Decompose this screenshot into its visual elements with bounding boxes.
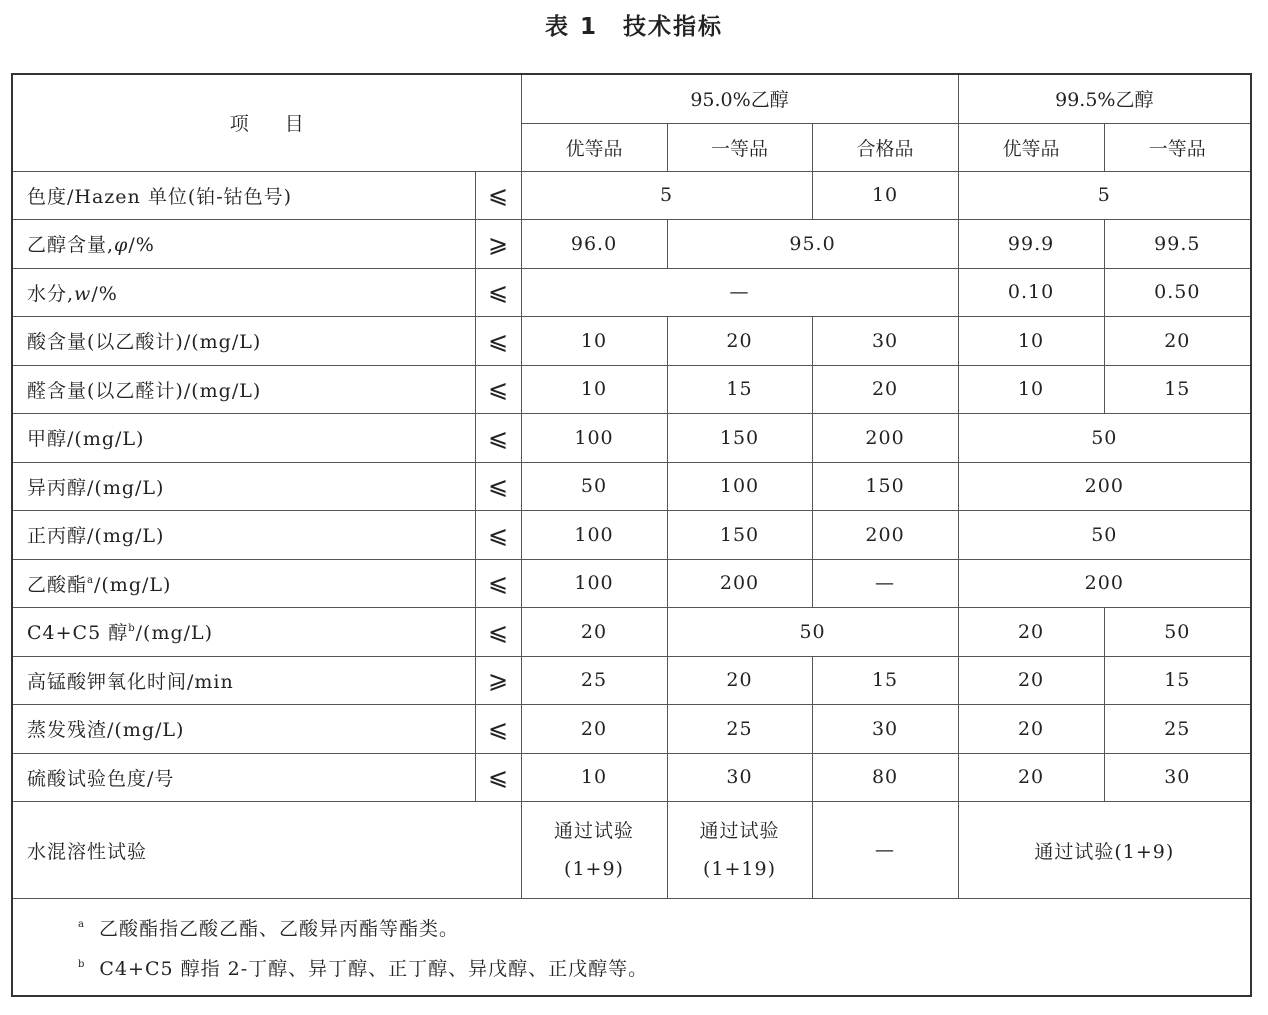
cell-value: 30 — [812, 317, 958, 366]
cell-value: 200 — [812, 511, 958, 560]
cell-value: 150 — [667, 414, 812, 463]
footnote-text: 乙酸酯指乙酸乙酯、乙酸异丙酯等酯类。 — [98, 918, 459, 940]
comparison-symbol: ⩽ — [475, 171, 521, 220]
cell-value: 80 — [812, 753, 958, 802]
cell-value: 50 — [1104, 608, 1250, 657]
comparison-symbol: ⩽ — [475, 559, 521, 608]
row-label: 蒸发残渣/(mg/L) — [13, 705, 475, 754]
row-label: 硫酸试验色度/号 — [13, 753, 475, 802]
cell-value: 20 — [521, 608, 667, 657]
cell-value: 200 — [812, 414, 958, 463]
cell-value — [521, 802, 667, 899]
cell-value: 10 — [958, 365, 1104, 414]
cell-value: 10 — [521, 365, 667, 414]
cell-value: 200 — [958, 559, 1250, 608]
table-row — [13, 656, 1250, 705]
row-label: 正丙醇/(mg/L) — [13, 511, 475, 560]
cell-line: 通过试验 — [699, 820, 780, 842]
header-group-95: 95.0%乙醇 — [521, 75, 958, 123]
cell-value: 5 — [521, 171, 812, 220]
table-row — [13, 268, 1250, 317]
grade-95-qualified: 合格品 — [812, 123, 958, 171]
comparison-symbol: ⩽ — [475, 753, 521, 802]
cell-value: 20 — [812, 365, 958, 414]
cell-value: 99.5 — [1104, 220, 1250, 269]
cell-value: — — [521, 268, 958, 317]
table-row — [13, 414, 1250, 463]
row-label-name: C4+C5 醇 — [27, 622, 129, 645]
table-row — [13, 802, 1250, 899]
cell-value: 10 — [521, 753, 667, 802]
cell-value: 100 — [521, 511, 667, 560]
grade-995-premium: 优等品 — [958, 123, 1104, 171]
cell-value: 50 — [521, 462, 667, 511]
row-label: 色度/Hazen 单位(铂-钴色号) — [13, 171, 475, 220]
cell-value: 99.9 — [958, 220, 1104, 269]
row-label: 水混溶性试验 — [13, 802, 521, 899]
table-row — [13, 753, 1250, 802]
cell-value: — — [812, 802, 958, 899]
cell-value: 200 — [958, 462, 1250, 511]
row-label: 甲醇/(mg/L) — [13, 414, 475, 463]
row-label — [13, 608, 475, 657]
cell-value: 10 — [958, 317, 1104, 366]
cell-value: 15 — [1104, 656, 1250, 705]
header-row — [13, 75, 1250, 123]
footnote-ref: b — [128, 623, 136, 635]
table-title: 表 1 技术指标 — [544, 14, 723, 40]
row-label: 异丙醇/(mg/L) — [13, 462, 475, 511]
table-row — [13, 171, 1250, 220]
cell-value: 20 — [521, 705, 667, 754]
comparison-symbol: ⩾ — [475, 656, 521, 705]
table-row — [13, 511, 1250, 560]
cell-line: (1+19) — [703, 858, 777, 880]
cell-value: 30 — [667, 753, 812, 802]
cell-value: 15 — [812, 656, 958, 705]
comparison-symbol: ⩽ — [475, 705, 521, 754]
cell-value: 96.0 — [521, 220, 667, 269]
table-row — [13, 462, 1250, 511]
cell-value: 20 — [958, 656, 1104, 705]
table-row — [13, 705, 1250, 754]
cell-line: (1+9) — [564, 858, 624, 880]
cell-value: 25 — [521, 656, 667, 705]
cell-value: 15 — [667, 365, 812, 414]
row-label: 醛含量(以乙醛计)/(mg/L) — [13, 365, 475, 414]
cell-value: 100 — [667, 462, 812, 511]
cell-value: 20 — [1104, 317, 1250, 366]
cell-value: 5 — [958, 171, 1250, 220]
cell-value: 0.10 — [958, 268, 1104, 317]
cell-value: 50 — [958, 511, 1250, 560]
comparison-symbol: ⩽ — [475, 268, 521, 317]
header-group-995: 99.5%乙醇 — [958, 75, 1250, 123]
cell-value: 100 — [521, 559, 667, 608]
footnote-mark: a — [78, 919, 85, 930]
cell-value: 50 — [667, 608, 958, 657]
cell-value: 0.50 — [1104, 268, 1250, 317]
cell-value: 95.0 — [667, 220, 958, 269]
cell-value — [667, 802, 812, 899]
comparison-symbol: ⩽ — [475, 511, 521, 560]
grade-95-premium: 优等品 — [521, 123, 667, 171]
grade-95-first: 一等品 — [667, 123, 812, 171]
row-label: 水分,w/% — [13, 268, 475, 317]
row-label: 乙醇含量,φ/% — [13, 220, 475, 269]
table-footnotes — [78, 910, 1238, 990]
row-label: 高锰酸钾氧化时间/min — [13, 656, 475, 705]
footnote-mark: b — [78, 959, 86, 970]
footnote-ref: a — [87, 574, 94, 586]
cell-value: 100 — [521, 414, 667, 463]
table-row — [13, 559, 1250, 608]
cell-value: 20 — [667, 317, 812, 366]
cell-value: 20 — [958, 753, 1104, 802]
footnote-b — [78, 950, 1238, 990]
row-label-unit: /(mg/L) — [135, 622, 214, 645]
cell-value: 150 — [667, 511, 812, 560]
cell-value: 200 — [667, 559, 812, 608]
cell-value: 15 — [1104, 365, 1250, 414]
cell-value: 通过试验(1+9) — [958, 802, 1250, 899]
cell-value: 20 — [958, 705, 1104, 754]
footnote-text: C4+C5 醇指 2-丁醇、异丁醇、正丁醇、异戊醇、正戊醇等。 — [99, 958, 649, 980]
technical-indicators-table — [13, 75, 1250, 899]
comparison-symbol: ⩾ — [475, 220, 521, 269]
cell-value: 50 — [958, 414, 1250, 463]
row-label-name: 乙酸酯 — [27, 573, 88, 596]
comparison-symbol: ⩽ — [475, 317, 521, 366]
table-row — [13, 317, 1250, 366]
comparison-symbol: ⩽ — [475, 365, 521, 414]
cell-value: 20 — [958, 608, 1104, 657]
cell-value: 10 — [812, 171, 958, 220]
row-label — [13, 559, 475, 608]
cell-value: 25 — [1104, 705, 1250, 754]
cell-value: 30 — [812, 705, 958, 754]
row-label: 酸含量(以乙酸计)/(mg/L) — [13, 317, 475, 366]
table-row — [13, 608, 1250, 657]
cell-value: 150 — [812, 462, 958, 511]
header-item: 项目 — [13, 75, 521, 171]
cell-value: 30 — [1104, 753, 1250, 802]
table-row — [13, 220, 1250, 269]
grade-995-first: 一等品 — [1104, 123, 1250, 171]
row-label-unit: /(mg/L) — [93, 573, 172, 596]
footnote-a — [78, 910, 1238, 950]
comparison-symbol: ⩽ — [475, 608, 521, 657]
comparison-symbol: ⩽ — [475, 414, 521, 463]
table-row — [13, 365, 1250, 414]
cell-value: 20 — [667, 656, 812, 705]
cell-value: — — [812, 559, 958, 608]
cell-line: 通过试验 — [554, 820, 635, 842]
cell-value: 10 — [521, 317, 667, 366]
comparison-symbol: ⩽ — [475, 462, 521, 511]
cell-value: 25 — [667, 705, 812, 754]
